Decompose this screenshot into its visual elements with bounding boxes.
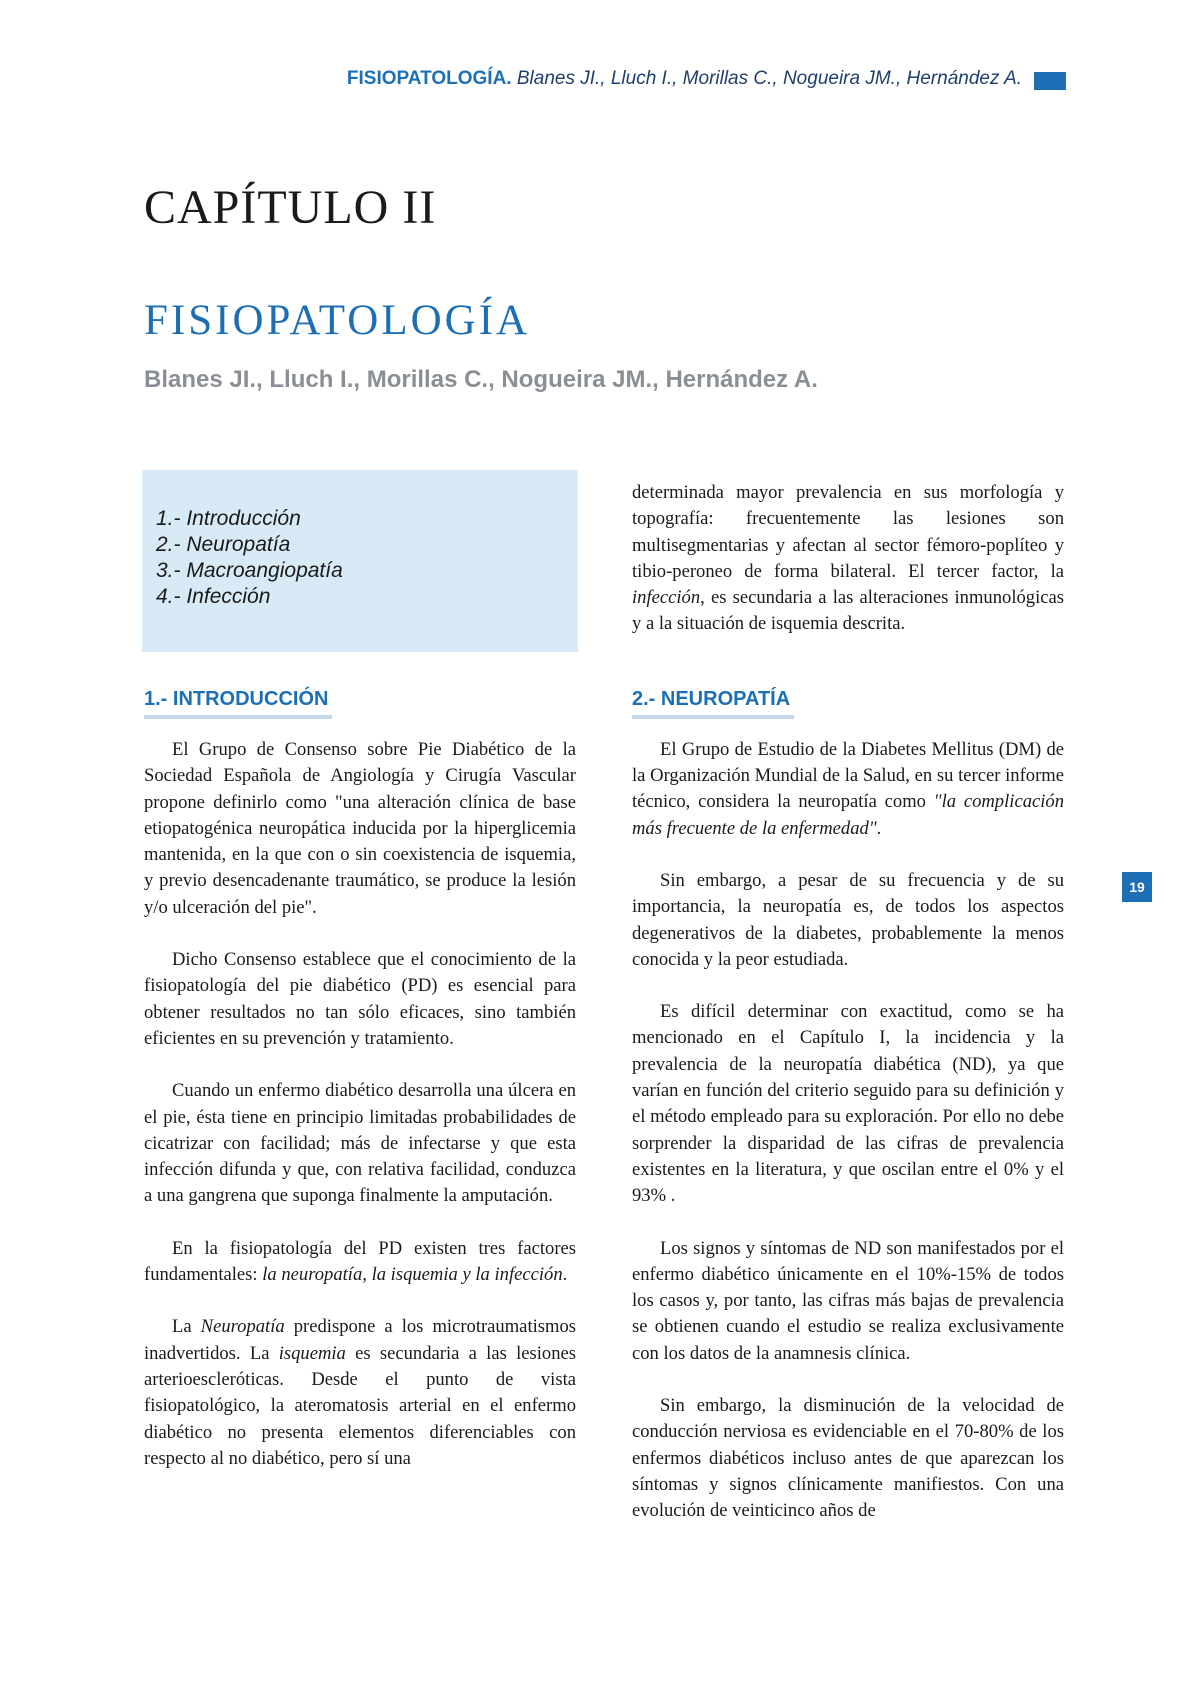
text-run: , es secundaria a las alteraciones inmunológicas y a la situación de isquemia descrita. [632,587,1064,635]
section-heading-neuropatia: 2.- NEUROPATÍA [632,688,794,719]
emphasis: infección [632,587,701,609]
toc-item: 2.- Neuropatía [156,533,291,556]
page-number: 19 [1122,872,1152,902]
toc-item: 1.- Introducción [156,507,301,530]
header-marker [1034,72,1066,90]
paragraph: Dicho Consenso establece que el conocimiento de la fisiopatología del pie diabético (PD) es esencial para obtener resultados no tan sólo eficaces, sino también eficientes en su prevención y tratamiento. [144,949,576,1049]
emphasis: isquemia [278,1342,346,1364]
paragraph: El Grupo de Consenso sobre Pie Diabético de la Sociedad Española de Angiología y Cirugía Vascular propone definirlo como "una alteración clínica de base etiopatogénica neuropática inducida por la hiperglicemia mantenida, en la que con o sin coexistencia de isquemia, y previo desencadenante traumático, se produce la lesión y/o ulceración del pie". [144,739,576,918]
paragraph: Sin embargo, a pesar de su frecuencia y de su importancia, la neuropatía es, de todos los aspectos degenerativos de la diabetes, probablemente la menos conocida y la peor estudiada. [632,869,1064,970]
paragraph [144,1314,576,1472]
toc-item: 4.- Infección [156,585,271,608]
paragraph: Es difícil determinar con exactitud, como se ha mencionado en el Capítulo I, la incidencia y la prevalencia de la neuropatía diabética (ND), ya que varían en función del criterio seguido para su definición y el método empleado para su exploración. Por ello no debe sorprender la disparidad de las cifras de prevalencia existentes en la literatura, y que oscilan entre el 0% y el 93% . [632,1001,1064,1207]
emphasis: Neuropatía [200,1316,285,1338]
table-of-contents [142,470,578,652]
paragraph: Los signos y síntomas de ND son manifestados por el enfermo diabético únicamente en el 10%-15% de todos los casos y, por tanto, las cifras más bajas de prevalencia se obtienen cuando el estudio se realiza exclusivamente con los datos de la anamnesis clínica. [632,1237,1064,1364]
text-run: . [562,1264,568,1286]
text-run: El Grupo de Estudio de la Diabetes Mellitus (DM) de la Organización Mundial de la Salud, en su tercer informe técnico, considera la neuropatía como [632,738,1064,813]
paragraph: Sin embargo, la disminución de la velocidad de conducción nerviosa es evidenciable en el 70-80% de los enfermos diabéticos incluso antes de que aparezcan los síntomas y signos clínicamente manifiestos. Con una evolución de veinticinco años de [632,1395,1064,1522]
emphasis: la neuropatía, la isquemia y la infección [262,1264,563,1286]
text-run: . [876,817,882,839]
text-run: predispone a los microtraumatismos inadvertidos. La [144,1316,577,1364]
running-header-section: FISIOPATOLOGÍA. [346,68,512,89]
text-run: La [172,1316,201,1338]
right-column [632,480,1064,1551]
paragraph [632,737,1064,842]
chapter-authors: Blanes JI., Lluch I., Morillas C., Nogueira JM., Hernández A. [144,366,818,393]
paragraph [144,1236,576,1289]
running-header-authors: Blanes JI., Lluch I., Morillas C., Nogueira JM., Hernández A. [511,68,1022,89]
chapter-title: FISIOPATOLOGÍA [144,297,531,344]
paragraph: Cuando un enfermo diabético desarrolla una úlcera en el pie, ésta tiene en principio limitadas probabilidades de cicatrizar con facilidad; más de infectarse y que esta infección difunda y que, con relativa facilidad, conduzca a una gangrena que suponga finalmente la amputación. [144,1080,576,1207]
text-run: es secundaria a las lesiones arterioescleróticas. Desde el punto de vista fisiopatológico, la ateromatosis arterial en el enfermo diabético no presenta elementos diferenciables con respecto al no diabético, pero sí una [144,1342,576,1469]
toc-item: 3.- Macroangiopatía [156,559,343,582]
section-heading-introduccion: 1.- INTRODUCCIÓN [144,688,332,719]
running-header [347,68,1066,90]
text-run: determinada mayor prevalencia en sus morfología y topografía: frecuentemente las lesiones son multisegmentarias y afectan al sector fémoro-poplíteo y tibio-peroneo de forma bilateral. El tercer factor, la [632,482,1064,582]
paragraph-continued [632,480,1064,638]
left-column [144,688,576,1498]
chapter-label: CAPÍTULO II [144,181,437,234]
emphasis: "la complicación más frecuente de la enfermedad" [632,791,1065,839]
text-run: En la fisiopatología del PD existen tres factores fundamentales: [144,1237,576,1286]
